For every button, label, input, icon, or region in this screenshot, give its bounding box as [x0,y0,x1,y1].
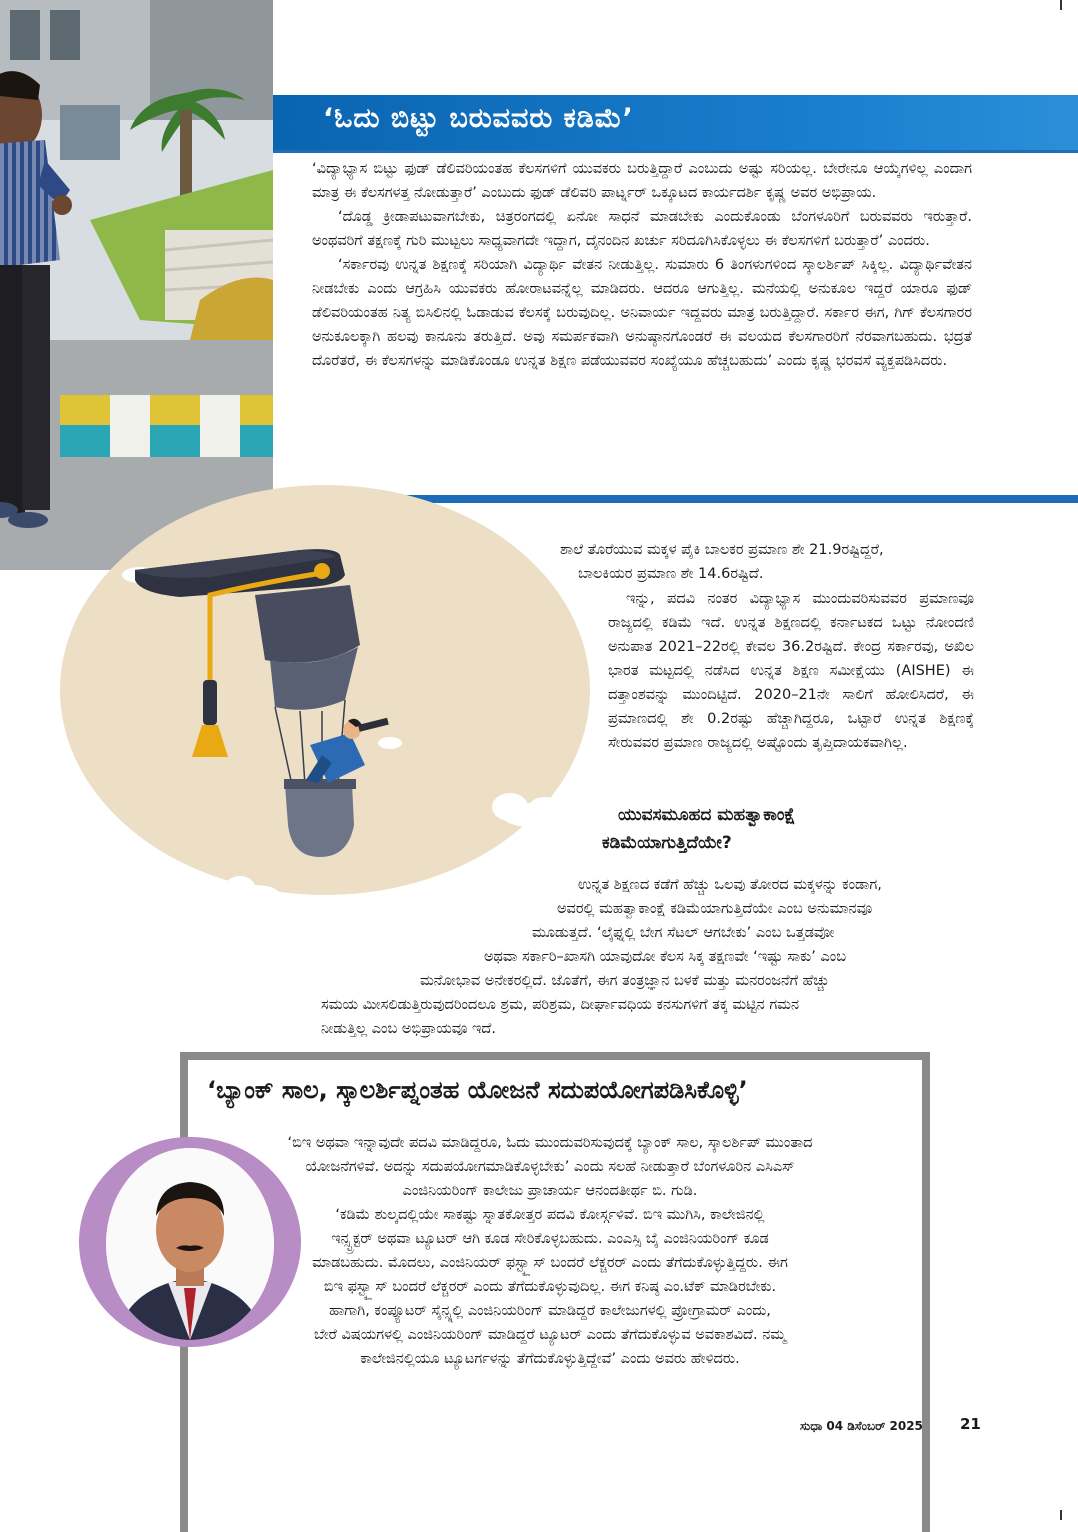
text-line: ಬಾಲಕಿಯರ ಪ್ರಮಾಣ ಶೇ 14.6ರಷ್ಟಿದೆ. [578,566,764,582]
paragraph: ‘ದೊಡ್ಡ ಕ್ರೀಡಾಪಟುವಾಗಬೇಕು, ಚಿತ್ರರಂಗದಲ್ಲಿ ಏನೋ ಸಾಧನೆ ಮಾಡಬೇಕು ಎಂದುಕೊಂಡು ಬೆಂಗಳೂರಿಗೆ ಬರುವವರು ಇರುತ್ತಾರೆ. ಅಂಥವರಿಗೆ ತಕ್ಷಣಕ್ಕೆ ಗುರಿ ಮುಟ್ಟಲು ಸಾಧ್ಯವಾಗದೇ ಇದ್ದಾಗ, ದೈನಂದಿನ ಖರ್ಚು ಸರಿದೂಗಿಸಿಕೊಳ್ಳಲು ಈ ಕೆಲಸಗಳಿಗೆ ಬರುತ್ತಾರೆ’ ಎಂದರು. [312,209,972,249]
text-line: ಎಂಜಿನಿಯರಿಂಗ್ ಕಾಲೇಜು ಪ್ರಾಚಾರ್ಯ ಆನಂದತೀರ್ಥ ಬಿ. ಗುಡಿ. [402,1183,698,1199]
text-line: ಮೂಡುತ್ತದೆ. ‘ಲೈಫ್ನಲ್ಲಿ ಬೇಗ ಸೆಟಲ್ ಆಗಬೇಕು’ ಎಂಬ ಒತ್ತಡವೋ [532,925,835,941]
text-line: ಬೇರೆ ವಿಷಯಗಳಲ್ಲಿ ಎಂಜಿನಿಯರಿಂಗ್ ಮಾಡಿದ್ದರೆ ಟ್ಯೂಟರ್ ಎಂದು ತೆಗೆದುಕೊಳ್ಳುವ ಅವಕಾಶವಿದೆ. ನಮ್ಮ [313,1327,787,1343]
text-line: ಬಿಇ ಫಸ್ಟ್ಕ್ಲಾಸ್ ಬಂದರೆ ಲೆಕ್ಚರರ್ ಎಂದು ತೆಗೆದುಕೊಳ್ಳುವುದಿಲ್ಲ. ಈಗ ಕನಿಷ್ಠ ಎಂ.ಟೆಕ್ ಮಾಡಿರಬೇಕು. [323,1279,777,1295]
page-number: 21 [960,1415,981,1433]
graduation-cap-balloon-illustration [60,485,590,895]
text-line: ಉನ್ನತ ಶಿಕ್ಷಣದ ಕಡೆಗೆ ಹೆಚ್ಚು ಒಲವು ತೋರದ ಮಕ್ಕಳನ್ನು ಕಂಡಾಗ, [578,877,882,893]
text-line: ನೀಡುತ್ತಿಲ್ಲ ಎಂಬ ಅಭಿಪ್ರಾಯವೂ ಇದೆ. [321,1021,496,1037]
text-line: ಕಾಲೇಜಿನಲ್ಲಿಯೂ ಟ್ಯೂಟರ್ಗಳನ್ನು ತೆಗೆದುಕೊಳ್ಳುತ್ತಿದ್ದೇವೆ’ ಎಂದು ಅವರು ಹೇಳಿದರು. [360,1351,740,1367]
interview-text-block [312,157,972,373]
crop-mark [1060,1510,1062,1520]
text-line: ಮನೋಭಾವ ಅನೇಕರಲ್ಲಿದೆ. ಜೊತೆಗೆ, ಈಗ ತಂತ್ರಜ್ಞಾನ ಬಳಕೆ ಮತ್ತು ಮನರಂಜನೆಗೆ ಹೆಚ್ಚು [420,973,830,989]
text-line: ಸಮಯ ಮೀಸಲಿಡುತ್ತಿರುವುದರಿಂದಲೂ ಶ್ರಮ, ಪರಿಶ್ರಮ, ದೀರ್ಘಾವಧಿಯ ಕನಸುಗಳಿಗೆ ತಕ್ಕ ಮಟ್ಟಿನ ಗಮನ [321,997,800,1013]
header-underline [273,150,1078,153]
crop-mark [1060,0,1062,10]
box-title: ‘ಬ್ಯಾಂಕ್ ಸಾಲ, ಸ್ಕಾಲರ್ಶಿಪ್ನಂತಹ ಯೋಜನೆ ಸದುಪಯೋಗಪಡಿಸಿಕೊಳ್ಳಿ’ [207,1076,748,1104]
paragraph: ‘ವಿದ್ಯಾಭ್ಯಾಸ ಬಿಟ್ಟು ಫುಡ್ ಡೆಲಿವರಿಯಂತಹ ಕೆಲಸಗಳಿಗೆ ಯುವಕರು ಬರುತ್ತಿದ್ದಾರೆ ಎಂಬುದು ಅಷ್ಟು ಸರಿಯಲ್ಲ. ಬೇರೇನೂ ಆಯ್ಕೆಗಳಿಲ್ಲ ಎಂದಾಗ ಮಾತ್ರ ಈ ಕೆಲಸಗಳತ್ತ ನೋಡುತ್ತಾರೆ’ ಎಂಬುದು ಫುಡ್ ಡೆಲಿವರಿ ಪಾರ್ಟ್ನರ್ ಒಕ್ಕೂಟದ ಕಾರ್ಯದರ್ಶಿ ಕೃಷ್ಣ ಅವರ ಅಭಿಪ್ರಾಯ. [312,161,972,201]
paragraph: ಇನ್ನು, ಪದವಿ ನಂತರ ವಿದ್ಯಾಭ್ಯಾಸ ಮುಂದುವರಿಸುವವರ ಪ್ರಮಾಣವೂ ರಾಜ್ಯದಲ್ಲಿ ಕಡಿಮೆ ಇದೆ. ಉನ್ನತ ಶಿಕ್ಷಣದಲ್ಲಿ ಕರ್ನಾಟಕದ ಒಟ್ಟು ನೋಂದಣಿ ಅನುಪಾತ 2021–22ರಲ್ಲಿ ಕೇವಲ 36.2ರಷ್ಟಿದೆ. ಕೇಂದ್ರ ಸರ್ಕಾರವು, ಅಖಿಲ ಭಾರತ ಮಟ್ಟದಲ್ಲಿ ನಡೆಸಿದ ಉನ್ನತ ಶಿಕ್ಷಣ ಸಮೀಕ್ಷೆಯು (AISHE) ಈ ದತ್ತಾಂಶವನ್ನು ಮುಂದಿಟ್ಟಿದೆ. 2020–21ನೇ ಸಾಲಿಗೆ ಹೋಲಿಸಿದರೆ, ಈ ಪ್ರಮಾಣದಲ್ಲಿ ಶೇ 0.2ರಷ್ಟು ಹೆಚ್ಚಾಗಿದ್ದರೂ, ಒಟ್ಟಾರೆ ಉನ್ನತ ಶಿಕ್ಷಣಕ್ಕೆ ಸೇರುವವರ ಪ್ರಮಾಣ ರಾಜ್ಯದಲ್ಲಿ ಅಷ್ಟೊಂದು ತೃಪ್ತಿದಾಯಕವಾಗಿಲ್ಲ. [608,591,974,751]
box-text-block [200,1131,900,1371]
text-line: ಇನ್ಸ್ಟ್ರಕ್ಟರ್ ಅಥವಾ ಟ್ಯೂಟರ್ ಆಗಿ ಕೂಡ ಸೇರಿಕೊಳ್ಳಬಹುದು. ಎಂಎಸ್ಸಿ ಬೈ ಎಂಜಿನಿಯರಿಂಗ್ ಕೂಡ [331,1231,769,1247]
text-line: ಮಾಡಬಹುದು. ಮೊದಲು, ಎಂಜಿನಿಯರ್ ಫಸ್ಟ್ಕ್ಲಾಸ್ ಬಂದರೆ ಲೆಕ್ಚರರ್ ಎಂದು ತೆಗೆದುಕೊಳ್ಳುತ್ತಿದ್ದರು. ಈಗ [312,1255,788,1271]
subheading-line: ಯುವಸಮೂಹದ ಮಹತ್ವಾಕಾಂಕ್ಷೆ [618,805,796,825]
magazine-date: ಸುಧಾ 04 ಡಿಸೆಂಬರ್ 2025 [800,1419,923,1433]
text-line: ‘ಕಡಿಮೆ ಶುಲ್ಕದಲ್ಲಿಯೇ ಸಾಕಷ್ಟು ಸ್ನಾತಕೋತ್ತರ ಪದವಿ ಕೋರ್ಸ್ಗಳಿವೆ. ಬಿಇ ಮುಗಿಸಿ, ಕಾಲೇಜಿನಲ್ಲಿ [335,1207,765,1223]
text-line: ಯೋಜನೆಗಳಿವೆ. ಅದನ್ನು ಸದುಪಯೋಗಮಾಡಿಕೊಳ್ಳಬೇಕು’ ಎಂದು ಸಲಹೆ ನೀಡುತ್ತಾರೆ ಬೆಂಗಳೂರಿನ ಎಸಿಎಸ್ [305,1159,795,1175]
section-title: ‘ಓದು ಬಿಟ್ಟು ಬರುವವರು ಕಡಿಮೆ’ [323,103,634,134]
subheading-line: ಕಡಿಮೆಯಾಗುತ್ತಿದೆಯೇ? [602,833,732,853]
text-line: ಅಥವಾ ಸರ್ಕಾರಿ–ಖಾಸಗಿ ಯಾವುದೋ ಕೆಲಸ ಸಿಕ್ಕ ತಕ್ಷಣವೇ ‘ಇಷ್ಟು ಸಾಕು’ ಎಂಬ [484,949,847,965]
paragraph: ‘ಸರ್ಕಾರವು ಉನ್ನತ ಶಿಕ್ಷಣಕ್ಕೆ ಸರಿಯಾಗಿ ವಿದ್ಯಾರ್ಥಿ ವೇತನ ನೀಡುತ್ತಿಲ್ಲ. ಸುಮಾರು 6 ತಿಂಗಳುಗಳಿಂದ ಸ್ಕಾಲರ್ಶಿಪ್ ಸಿಕ್ಕಿಲ್ಲ. ವಿದ್ಯಾರ್ಥಿವೇತನ ನೀಡಬೇಕು ಎಂದು ಆಗ್ರಹಿಸಿ ಯುವಕರು ಹೋರಾಟವನ್ನೆಲ್ಲ ಮಾಡಿದರು. ಆದರೂ ಆಗುತ್ತಿಲ್ಲ. ಮನೆಯಲ್ಲಿ ಅನುಕೂಲ ಇದ್ದರೆ ಯಾರೂ ಫುಡ್ ಡೆಲಿವರಿಯಂತಹ ನಿತ್ಯ ಬಿಸಿಲಿನಲ್ಲಿ ಓಡಾಡುವ ಕೆಲಸಕ್ಕೆ ಬರುವುದಿಲ್ಲ. ಅನಿವಾರ್ಯ ಇದ್ದವರು ಮಾತ್ರ ಬರುತ್ತಿದ್ದಾರೆ. ಸರ್ಕಾರ ಈಗ, ಗಿಗ್ ಕೆಲಸಗಾರರ ಅನುಕೂಲಕ್ಕಾಗಿ ಹಲವು ಕಾನೂನು ತರುತ್ತಿದೆ. ಅವು ಸಮರ್ಪಕವಾಗಿ ಅನುಷ್ಠಾನಗೊಂಡರೆ ಈ ವಲಯದ ಕೆಲಸಗಾರರಿಗೆ ನೆರವಾಗಬಹುದು. ಭದ್ರತೆ ದೊರೆತರೆ, ಈ ಕೆಲಸಗಳನ್ನು ಮಾಡಿಕೊಂಡೂ ಉನ್ನತ ಶಿಕ್ಷಣ ಪಡೆಯುವವರ ಸಂಖ್ಯೆಯೂ ಹೆಚ್ಚಬಹುದು’ ಎಂದು ಕೃಷ್ಣ ಭರವಸೆ ವ್ಯಕ್ತಪಡಿಸಿದರು. [312,257,972,369]
text-line: ಶಾಲೆ ತೊರೆಯುವ ಮಕ್ಕಳ ಪೈಕಿ ಬಾಲಕರ ಪ್ರಮಾಣ ಶೇ 21.9ರಷ್ಟಿದ್ದರೆ, [560,542,884,558]
text-line: ‘ಬಿಇ ಅಥವಾ ಇನ್ನಾವುದೇ ಪದವಿ ಮಾಡಿದ್ದರೂ, ಓದು ಮುಂದುವರಿಸುವುದಕ್ಕೆ ಬ್ಯಾಂಕ್ ಸಾಲ, ಸ್ಕಾಲರ್ಶಿಪ್ ಮುಂತಾದ [287,1135,813,1151]
aishe-paragraph [608,587,974,755]
section-header-band [273,95,1078,150]
text-line: ಅವರಲ್ಲಿ ಮಹತ್ವಾಕಾಂಕ್ಷೆ ಕಡಿಮೆಯಾಗುತ್ತಿದೆಯೇ ಎಂಬ ಅನುಮಾನವೂ [557,901,873,917]
text-line: ಹಾಗಾಗಿ, ಕಂಪ್ಯೂಟರ್ ಸೈನ್ಸ್ನಲ್ಲಿ ಎಂಜಿನಿಯರಿಂಗ್ ಮಾಡಿದ್ದರೆ ಕಾಲೇಜುಗಳಲ್ಲಿ ಪ್ರೋಗ್ರಾಮರ್ ಎಂದು, [329,1303,771,1319]
